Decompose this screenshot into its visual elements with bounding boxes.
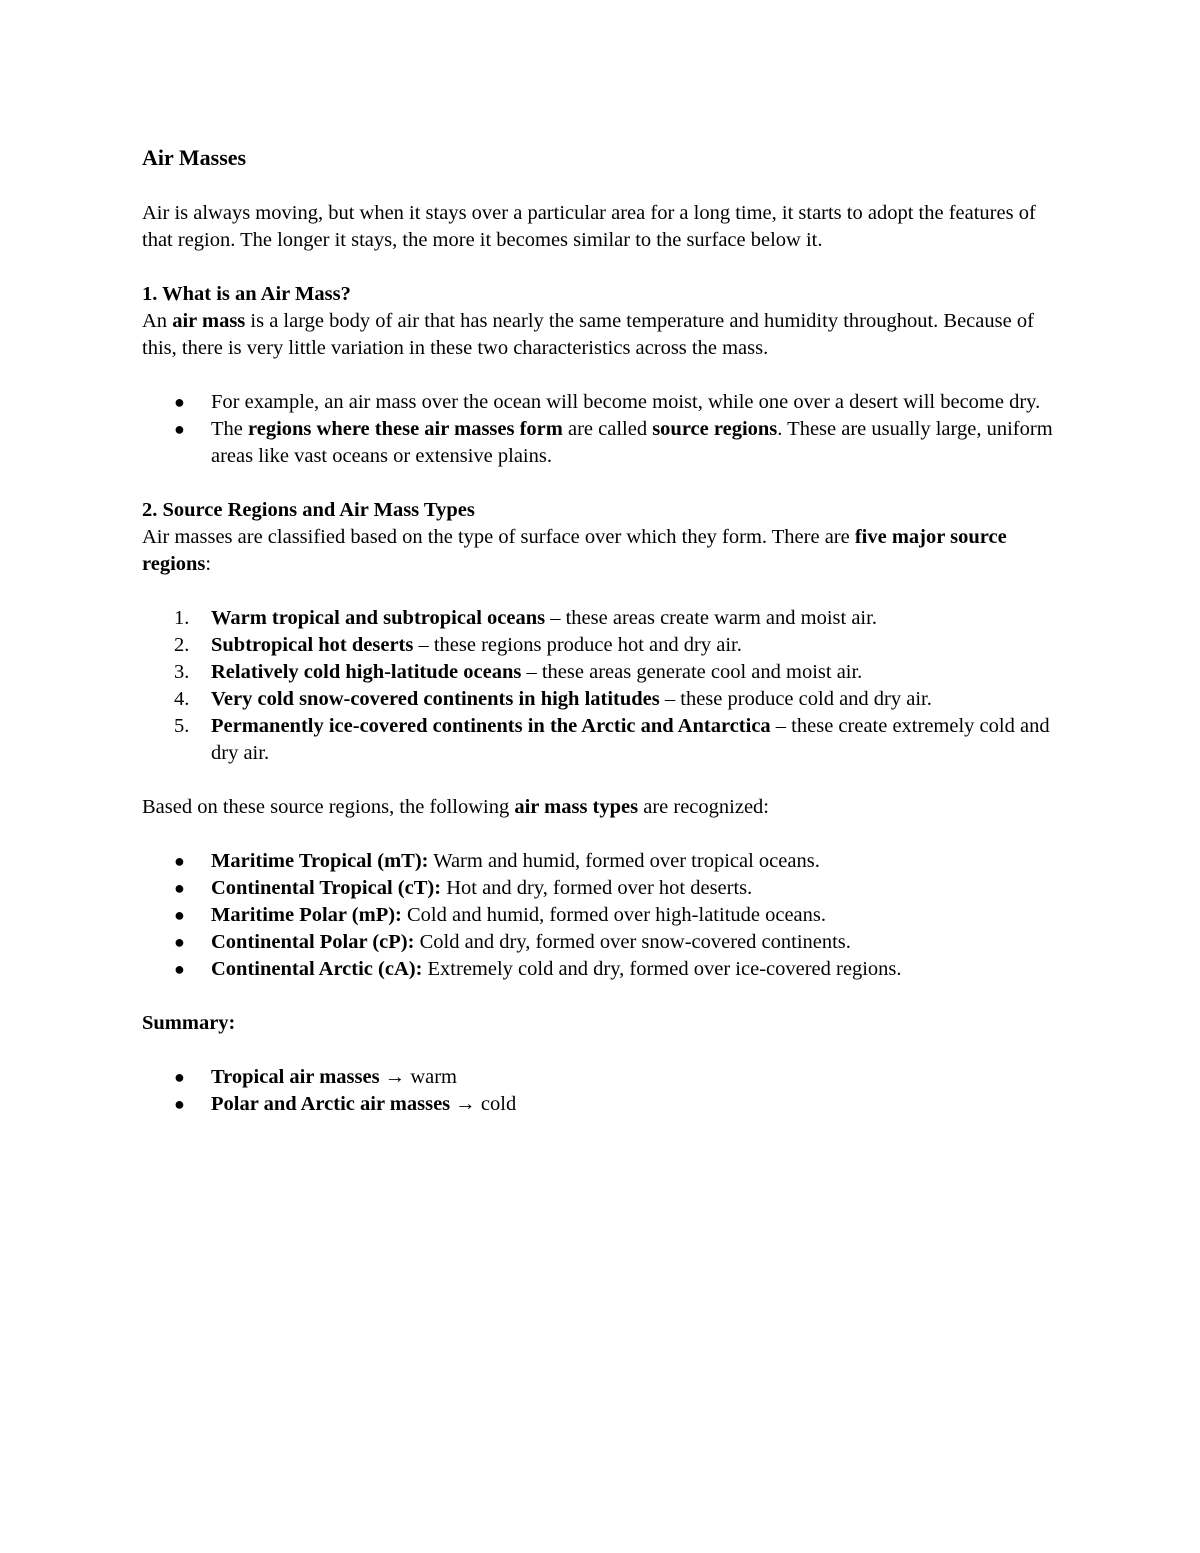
list-item: ● Tropical air masses → warm: [142, 1064, 1062, 1091]
section2-paragraph: Air masses are classified based on the type of surface over which they form. There are five major source regions:: [142, 526, 1007, 575]
list-item: 1. Warm tropical and subtropical oceans – these areas create warm and moist air.: [142, 605, 1062, 632]
summary-list: [142, 1064, 1062, 1118]
list-item: 3. Relatively cold high-latitude oceans – these areas generate cool and moist air.: [142, 659, 1062, 686]
section1-paragraph: An air mass is a large body of air that has nearly the same temperature and humidity throughout. Because of this, there is very little variation in these two characteristics across the mass.: [142, 310, 1034, 359]
list-number: 1.: [174, 607, 190, 629]
list-item: ● The regions where these air masses form are called source regions. These are usually large, uniform areas like vast oceans or extensive plains.: [174, 418, 1053, 467]
bullet-icon: ●: [174, 419, 185, 439]
list-number: 2.: [174, 634, 190, 656]
bullet-icon: ●: [174, 1067, 185, 1087]
bullet-icon: ●: [174, 878, 185, 898]
bullet-icon: ●: [174, 1094, 185, 1114]
list-number: 5.: [174, 715, 190, 737]
section1-bullets: [142, 389, 1062, 470]
list-item: ● Maritime Tropical (mT): Warm and humid, formed over tropical oceans.: [142, 848, 1062, 875]
list-number: 4.: [174, 688, 190, 710]
document-title: Air Masses: [142, 145, 247, 170]
bullet-icon: ●: [174, 959, 185, 979]
document-page: [142, 143, 1062, 1118]
air-mass-types-list: [142, 848, 1062, 983]
air-mass-types-intro: Based on these source regions, the following air mass types are recognized:: [142, 796, 769, 818]
bullet-icon: ●: [174, 905, 185, 925]
list-item: ● Maritime Polar (mP): Cold and humid, formed over high-latitude oceans.: [142, 902, 1062, 929]
list-item: ● Polar and Arctic air masses → cold: [142, 1091, 1062, 1118]
list-item: ● Continental Arctic (cA): Extremely cold and dry, formed over ice-covered regions.: [142, 956, 1062, 983]
bullet-icon: ●: [174, 932, 185, 952]
bullet-icon: ●: [174, 851, 185, 871]
source-regions-list: [142, 605, 1062, 767]
list-item: ● For example, an air mass over the ocean will become moist, while one over a desert will become dry.: [142, 389, 1062, 416]
list-item: 5. Permanently ice-covered continents in the Arctic and Antarctica – these create extremely cold and dry air.: [174, 715, 1050, 764]
bullet-icon: ●: [174, 392, 185, 412]
list-item: ● Continental Tropical (cT): Hot and dry, formed over hot deserts.: [142, 875, 1062, 902]
list-number: 3.: [174, 661, 190, 683]
summary-heading: Summary:: [142, 1012, 236, 1034]
section2-heading: 2. Source Regions and Air Mass Types: [142, 499, 475, 521]
list-item: 2. Subtropical hot deserts – these regions produce hot and dry air.: [142, 632, 1062, 659]
list-item: ● Continental Polar (cP): Cold and dry, formed over snow-covered continents.: [142, 929, 1062, 956]
section1-heading: 1. What is an Air Mass?: [142, 283, 351, 305]
list-item: 4. Very cold snow-covered continents in high latitudes – these produce cold and dry air.: [142, 686, 1062, 713]
intro-paragraph: Air is always moving, but when it stays over a particular area for a long time, it starts to adopt the features of that region. The longer it stays, the more it becomes similar to the surface below it.: [142, 202, 1036, 251]
